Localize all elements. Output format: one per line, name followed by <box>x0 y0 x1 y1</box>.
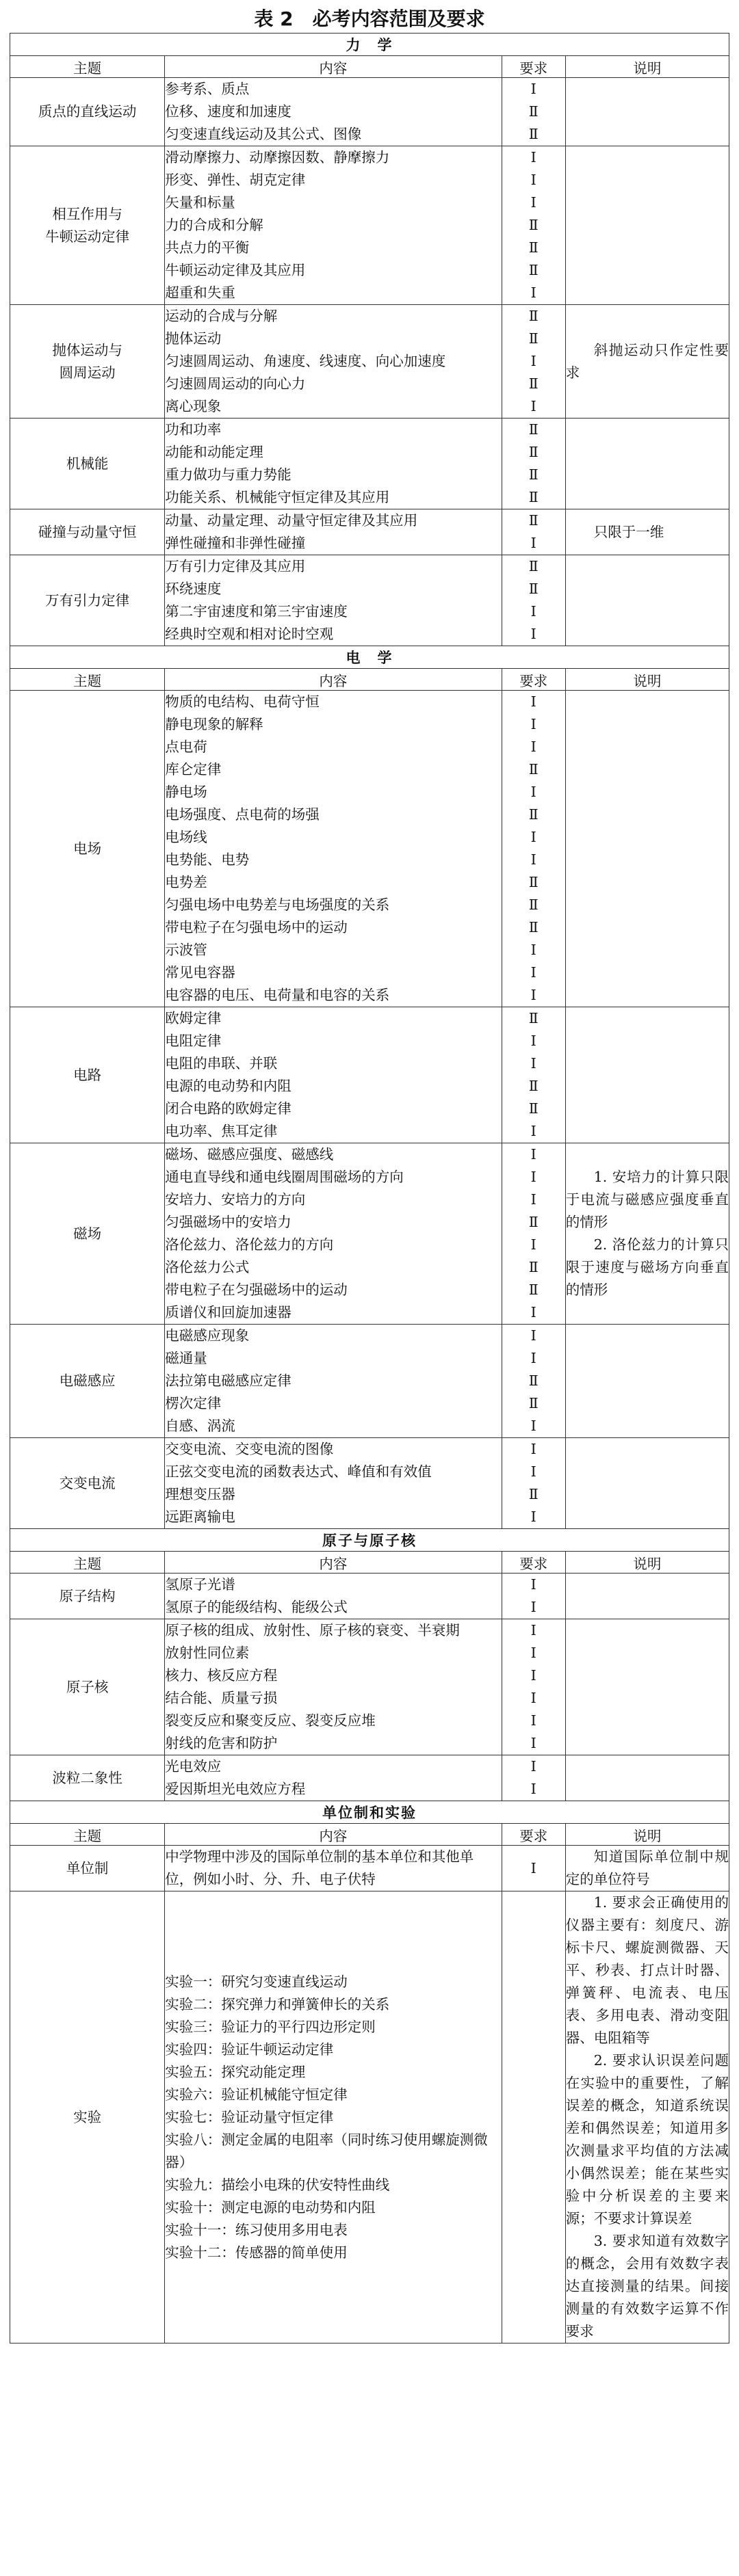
requirement-level: Ⅱ <box>528 308 539 324</box>
topic-row <box>10 1574 729 1619</box>
content-cell <box>165 1619 502 1755</box>
content-item: 功能关系、机械能守恒定律及其应用 <box>165 489 390 505</box>
requirement-level: Ⅱ <box>528 217 539 233</box>
requirement-level: Ⅰ <box>530 535 536 551</box>
requirement-level: Ⅰ <box>530 716 536 732</box>
requirement-level: Ⅰ <box>530 1146 536 1163</box>
content-item: 原子核的组成、放射性、原子核的衰变、半衰期 <box>165 1622 460 1638</box>
content-item: 匀强电场中电势差与电场强度的关系 <box>165 897 390 913</box>
content-cell <box>165 1755 502 1801</box>
requirement-level: Ⅰ <box>530 1781 536 1797</box>
content-item: 自感、涡流 <box>165 1418 235 1434</box>
requirement-level: Ⅰ <box>530 1599 536 1615</box>
requirement-level: Ⅰ <box>530 739 536 755</box>
requirement-level: Ⅱ <box>528 1100 539 1117</box>
requirement-level: Ⅱ <box>528 330 539 347</box>
content-item: 位移、速度和加速度 <box>165 103 291 120</box>
content-item: 核力、核反应方程 <box>165 1667 278 1684</box>
requirement-level: Ⅱ <box>528 262 539 278</box>
content-item: 示波管 <box>165 942 207 958</box>
topic-cell: 万有引力定律 <box>10 555 165 646</box>
topic-row <box>10 691 729 1007</box>
content-item: 电势差 <box>165 874 207 890</box>
topic-row <box>10 146 729 305</box>
requirement-level: Ⅰ <box>530 1645 536 1661</box>
requirement-level: Ⅱ <box>528 1282 539 1298</box>
requirement-level: Ⅰ <box>530 1859 536 1876</box>
requirement-level: Ⅰ <box>530 1169 536 1185</box>
content-item: 实验八：测定金属的电阻率（同时练习使用螺旋测微器） <box>165 2131 488 2170</box>
requirement-level: Ⅰ <box>530 1191 536 1208</box>
requirement-level: Ⅱ <box>528 874 539 890</box>
content-item: 电阻定律 <box>165 1033 222 1049</box>
requirement-level: Ⅰ <box>530 1033 536 1049</box>
content-item: 重力做功与重力势能 <box>165 466 291 483</box>
content-item: 远距离输电 <box>165 1509 235 1525</box>
note-paragraph: 2. 洛伦兹力的计算只限于速度与磁场方向垂直的情形 <box>565 1236 729 1298</box>
content-item: 光电效应 <box>165 1758 222 1775</box>
content-item: 弹性碰撞和非弹性碰撞 <box>165 535 306 551</box>
topic-row <box>10 509 729 555</box>
requirement-level: Ⅱ <box>528 1486 539 1502</box>
requirement-level: Ⅰ <box>530 829 536 845</box>
content-cell <box>165 1143 502 1325</box>
content-item: 法拉第电磁感应定律 <box>165 1372 291 1389</box>
requirement-level: Ⅰ <box>530 149 536 165</box>
requirement-cell <box>502 555 565 646</box>
content-item: 力的合成和分解 <box>165 217 263 233</box>
content-item: 闭合电路的欧姆定律 <box>165 1100 291 1117</box>
header-topic: 主题 <box>10 1552 165 1574</box>
content-item: 洛伦兹力公式 <box>165 1259 250 1275</box>
topic-row <box>10 1143 729 1325</box>
topic-cell: 电场 <box>10 691 165 1007</box>
header-topic: 主题 <box>10 669 165 691</box>
content-item: 形变、弹性、胡克定律 <box>165 172 306 188</box>
content-item: 磁场、磁感应强度、磁感线 <box>165 1146 334 1163</box>
topic-row <box>10 1619 729 1755</box>
header-content: 内容 <box>165 1824 502 1846</box>
topic-row <box>10 555 729 646</box>
content-item: 点电荷 <box>165 739 207 755</box>
content-item: 匀速圆周运动的向心力 <box>165 375 306 392</box>
content-item: 交变电流、交变电流的图像 <box>165 1441 334 1457</box>
content-cell <box>165 1846 502 1891</box>
requirement-level: Ⅰ <box>530 81 536 97</box>
topic-row <box>10 1007 729 1143</box>
note-cell <box>565 1755 729 1801</box>
section-title: 单位制和实验 <box>10 1801 729 1824</box>
header-requirement: 要求 <box>502 1552 565 1574</box>
requirement-level: Ⅰ <box>530 964 536 981</box>
requirement-level: Ⅰ <box>530 1441 536 1457</box>
content-cell <box>165 146 502 305</box>
content-cell <box>165 1007 502 1143</box>
topic-row <box>10 1891 729 2343</box>
requirement-level: Ⅰ <box>530 194 536 211</box>
content-item: 电源的电动势和内阻 <box>165 1078 291 1094</box>
requirement-level: Ⅱ <box>528 1372 539 1389</box>
content-cell <box>165 691 502 1007</box>
content-item: 实验六：验证机械能守恒定律 <box>165 2086 348 2103</box>
requirement-cell <box>502 419 565 509</box>
header-content: 内容 <box>165 56 502 78</box>
content-cell <box>165 509 502 555</box>
requirement-level: Ⅰ <box>530 987 536 1003</box>
content-item: 牛顿运动定律及其应用 <box>165 262 306 278</box>
requirement-level: Ⅰ <box>530 1327 536 1344</box>
topic-cell: 电磁感应 <box>10 1325 165 1438</box>
content-item: 离心现象 <box>165 398 222 414</box>
requirement-level: Ⅱ <box>528 489 539 505</box>
topic-cell: 交变电流 <box>10 1438 165 1529</box>
header-note: 说明 <box>565 1552 729 1574</box>
content-item: 实验十：测定电源的电动势和内阻 <box>165 2199 376 2216</box>
requirement-cell <box>502 1325 565 1438</box>
topic-row <box>10 305 729 419</box>
header-content: 内容 <box>165 669 502 691</box>
content-cell <box>165 1891 502 2343</box>
header-row <box>10 669 729 691</box>
topic-cell: 实验 <box>10 1891 165 2343</box>
content-cell <box>165 419 502 509</box>
content-cell <box>165 1574 502 1619</box>
content-item: 库仑定律 <box>165 761 222 778</box>
requirement-level: Ⅰ <box>530 353 536 369</box>
requirement-level: Ⅰ <box>530 1735 536 1751</box>
requirement-cell <box>502 509 565 555</box>
content-item: 理想变压器 <box>165 1486 235 1502</box>
requirement-level: Ⅱ <box>528 1395 539 1411</box>
requirement-level: Ⅰ <box>530 1622 536 1638</box>
section-title: 力 学 <box>10 34 729 56</box>
content-item: 电场强度、点电荷的场强 <box>165 806 320 823</box>
requirement-level: Ⅰ <box>530 693 536 710</box>
requirement-level: Ⅱ <box>528 466 539 483</box>
topic-cell: 波粒二象性 <box>10 1755 165 1801</box>
requirement-cell <box>502 78 565 146</box>
content-cell <box>165 1325 502 1438</box>
header-row <box>10 1824 729 1846</box>
requirement-cell <box>502 1438 565 1529</box>
note-cell <box>565 419 729 509</box>
requirement-level: Ⅱ <box>528 375 539 392</box>
content-item: 磁通量 <box>165 1350 207 1366</box>
section-title: 原子与原子核 <box>10 1529 729 1552</box>
content-item: 共点力的平衡 <box>165 239 250 256</box>
requirement-level: Ⅱ <box>528 919 539 935</box>
requirement-level: Ⅱ <box>528 421 539 438</box>
note-cell <box>565 691 729 1007</box>
content-item: 安培力、安培力的方向 <box>165 1191 306 1208</box>
topic-row <box>10 1755 729 1801</box>
content-item: 电功率、焦耳定律 <box>165 1123 278 1139</box>
content-item: 实验十一：练习使用多用电表 <box>165 2221 348 2238</box>
requirement-cell <box>502 1574 565 1619</box>
topic-cell: 机械能 <box>10 419 165 509</box>
content-item: 匀速圆周运动、角速度、线速度、向心加速度 <box>165 353 446 369</box>
content-item: 裂变反应和聚变反应、裂变反应堆 <box>165 1712 376 1729</box>
topic-cell: 抛体运动与 圆周运动 <box>10 305 165 419</box>
requirement-cell <box>502 1891 565 2343</box>
note-cell <box>565 78 729 146</box>
header-note: 说明 <box>565 56 729 78</box>
content-item: 带电粒子在匀强电场中的运动 <box>165 919 348 935</box>
requirement-level: Ⅰ <box>530 851 536 868</box>
content-item: 超重和失重 <box>165 284 235 301</box>
header-row <box>10 56 729 78</box>
content-item: 电势能、电势 <box>165 851 250 868</box>
requirement-cell <box>502 305 565 419</box>
topic-cell: 相互作用与 牛顿运动定律 <box>10 146 165 305</box>
note-cell <box>565 1007 729 1143</box>
content-item: 正弦交变电流的函数表达式、峰值和有效值 <box>165 1463 432 1480</box>
note-paragraph: 知道国际单位制中规定的单位符号 <box>565 1848 729 1887</box>
content-item: 氢原子光谱 <box>165 1576 235 1593</box>
requirement-cell <box>502 1007 565 1143</box>
content-item: 欧姆定律 <box>165 1010 222 1026</box>
content-item: 结合能、质量亏损 <box>165 1690 278 1706</box>
topic-row <box>10 419 729 509</box>
note-cell <box>565 555 729 646</box>
note-cell <box>565 305 729 419</box>
topic-cell: 原子结构 <box>10 1574 165 1619</box>
content-item: 动量、动量定理、动量守恒定律及其应用 <box>165 512 418 529</box>
requirement-cell <box>502 1755 565 1801</box>
requirement-cell <box>502 1619 565 1755</box>
content-item: 运动的合成与分解 <box>165 308 278 324</box>
requirement-level: Ⅰ <box>530 603 536 620</box>
content-item: 实验五：探究动能定理 <box>165 2063 306 2080</box>
content-item: 万有引力定律及其应用 <box>165 558 306 574</box>
content-item: 静电现象的解释 <box>165 716 263 732</box>
requirement-level: Ⅰ <box>530 942 536 958</box>
requirement-level: Ⅰ <box>530 1350 536 1366</box>
requirement-cell <box>502 1143 565 1325</box>
content-item: 匀强磁场中的安培力 <box>165 1214 291 1230</box>
content-item: 实验十二：传感器的简单使用 <box>165 2244 348 2261</box>
header-requirement: 要求 <box>502 1824 565 1846</box>
note-cell <box>565 1143 729 1325</box>
requirement-level: Ⅱ <box>528 444 539 460</box>
section-row <box>10 1529 729 1552</box>
content-item: 匀变速直线运动及其公式、图像 <box>165 126 362 142</box>
header-content: 内容 <box>165 1552 502 1574</box>
content-item: 洛伦兹力、洛伦兹力的方向 <box>165 1236 334 1253</box>
note-cell <box>565 146 729 305</box>
section-row <box>10 1801 729 1824</box>
note-paragraph: 1. 安培力的计算只限于电流与磁感应强度垂直的情形 <box>565 1169 729 1230</box>
content-item: 实验九：描绘小电珠的伏安特性曲线 <box>165 2176 390 2193</box>
content-item: 放射性同位素 <box>165 1645 250 1661</box>
content-item: 氢原子的能级结构、能级公式 <box>165 1599 348 1615</box>
requirement-level: Ⅱ <box>528 126 539 142</box>
content-item: 通电直导线和通电线圈周围磁场的方向 <box>165 1169 404 1185</box>
content-item: 实验二：探究弹力和弹簧伸长的关系 <box>165 1995 390 2013</box>
topic-row <box>10 1846 729 1891</box>
note-cell <box>565 509 729 555</box>
requirement-level: Ⅱ <box>528 806 539 823</box>
requirement-level: Ⅰ <box>530 1236 536 1253</box>
requirement-level: Ⅰ <box>530 1123 536 1139</box>
note-paragraph: 斜抛运动只作定性要求 <box>565 341 729 381</box>
topic-cell: 碰撞与动量守恒 <box>10 509 165 555</box>
note-cell <box>565 1438 729 1529</box>
note-paragraph: 3. 要求知道有效数字的概念，会用有效数字表达直接测量的结果。间接测量的有效数字运算不作要求 <box>565 2233 729 2339</box>
requirement-level: Ⅰ <box>530 1576 536 1593</box>
requirement-level: Ⅱ <box>528 1078 539 1094</box>
requirement-level: Ⅰ <box>530 1463 536 1480</box>
content-item: 实验四：验证牛顿运动定律 <box>165 2041 334 2058</box>
requirement-level: Ⅱ <box>528 239 539 256</box>
content-item: 爱因斯坦光电效应方程 <box>165 1781 306 1797</box>
content-item: 物质的电结构、电荷守恒 <box>165 693 320 710</box>
requirement-level: Ⅰ <box>530 1758 536 1775</box>
content-item: 抛体运动 <box>165 330 222 347</box>
requirement-level: Ⅰ <box>530 284 536 301</box>
table-title: 表 2 必考内容范围及要求 <box>254 8 485 30</box>
content-item: 参考系、质点 <box>165 81 250 97</box>
content-item: 射线的危害和防护 <box>165 1735 278 1751</box>
requirement-level: Ⅱ <box>528 1259 539 1275</box>
content-item: 实验七：验证动量守恒定律 <box>165 2108 334 2125</box>
requirement-level: Ⅰ <box>530 626 536 642</box>
requirement-level: Ⅰ <box>530 172 536 188</box>
requirement-level: Ⅰ <box>530 1055 536 1072</box>
topic-cell: 原子核 <box>10 1619 165 1755</box>
requirement-level: Ⅱ <box>528 512 539 529</box>
note-cell <box>565 1574 729 1619</box>
requirement-cell <box>502 1846 565 1891</box>
topic-row <box>10 1325 729 1438</box>
content-item: 功和功率 <box>165 421 222 438</box>
content-cell <box>165 78 502 146</box>
content-cell <box>165 555 502 646</box>
topic-row <box>10 78 729 146</box>
topic-cell: 单位制 <box>10 1846 165 1891</box>
header-row <box>10 1552 729 1574</box>
content-item: 静电场 <box>165 784 207 800</box>
topic-cell: 磁场 <box>10 1143 165 1325</box>
requirement-level: Ⅰ <box>530 1418 536 1434</box>
content-item: 经典时空观和相对论时空观 <box>165 626 334 642</box>
requirement-cell <box>502 691 565 1007</box>
topic-cell: 电路 <box>10 1007 165 1143</box>
header-topic: 主题 <box>10 1824 165 1846</box>
section-row <box>10 34 729 56</box>
content-item: 楞次定律 <box>165 1395 222 1411</box>
content-item: 常见电容器 <box>165 964 235 981</box>
content-item: 矢量和标量 <box>165 194 235 211</box>
requirement-level: Ⅱ <box>528 761 539 778</box>
content-cell <box>165 305 502 419</box>
content-item: 第二宇宙速度和第三宇宙速度 <box>165 603 348 620</box>
note-paragraph: 1. 要求会正确使用的仪器主要有：刻度尺、游标卡尺、螺旋测微器、天平、秒表、打点计时器、弹簧秤、电流表、电压表、多用电表、滑动变阻器、电阻箱等 <box>565 1894 729 2046</box>
requirement-level: Ⅰ <box>530 1712 536 1729</box>
content-item: 电磁感应现象 <box>165 1327 250 1344</box>
content-item: 电容器的电压、电荷量和电容的关系 <box>165 987 390 1003</box>
requirement-level: Ⅰ <box>530 784 536 800</box>
note-cell <box>565 1891 729 2343</box>
content-item: 质谱仪和回旋加速器 <box>165 1304 291 1320</box>
note-paragraph: 只限于一维 <box>593 523 664 540</box>
requirement-level: Ⅱ <box>528 581 539 597</box>
header-note: 说明 <box>565 669 729 691</box>
requirement-level: Ⅰ <box>530 1690 536 1706</box>
note-paragraph: 2. 要求认识误差问题在实验中的重要性，了解误差的概念，知道系统误差和偶然误差；知道用多次测量求平均值的方法减小偶然误差；能在某些实验中分析误差的主要来源；不要求计算误差 <box>565 2052 729 2227</box>
requirement-level: Ⅰ <box>530 1667 536 1684</box>
header-requirement: 要求 <box>502 669 565 691</box>
content-item: 带电粒子在匀强磁场中的运动 <box>165 1282 348 1298</box>
topic-cell: 质点的直线运动 <box>10 78 165 146</box>
requirement-level: Ⅰ <box>530 398 536 414</box>
requirements-table <box>10 33 729 2343</box>
requirement-level: Ⅱ <box>528 1214 539 1230</box>
requirement-level: Ⅰ <box>530 1509 536 1525</box>
note-cell <box>565 1619 729 1755</box>
content-cell <box>165 1438 502 1529</box>
section-title: 电 学 <box>10 646 729 669</box>
content-item: 实验一：研究匀变速直线运动 <box>165 1973 348 1990</box>
content-item: 动能和动能定理 <box>165 444 263 460</box>
content-item: 滑动摩擦力、动摩擦因数、静摩擦力 <box>165 149 390 165</box>
topic-row <box>10 1438 729 1529</box>
content-item: 电场线 <box>165 829 207 845</box>
requirement-level: Ⅰ <box>530 1304 536 1320</box>
header-note: 说明 <box>565 1824 729 1846</box>
header-topic: 主题 <box>10 56 165 78</box>
requirement-cell <box>502 146 565 305</box>
requirement-level: Ⅱ <box>528 1010 539 1026</box>
content-item: 中学物理中涉及的国际单位制的基本单位和其他单位，例如小时、分、升、电子伏特 <box>165 1848 474 1887</box>
note-cell <box>565 1846 729 1891</box>
header-requirement: 要求 <box>502 56 565 78</box>
content-item: 实验三：验证力的平行四边形定则 <box>165 2018 376 2035</box>
content-item: 环绕速度 <box>165 581 222 597</box>
requirement-level: Ⅱ <box>528 103 539 120</box>
note-cell <box>565 1325 729 1438</box>
section-row <box>10 646 729 669</box>
requirement-level: Ⅱ <box>528 558 539 574</box>
requirement-level: Ⅱ <box>528 897 539 913</box>
content-item: 电阻的串联、并联 <box>165 1055 278 1072</box>
